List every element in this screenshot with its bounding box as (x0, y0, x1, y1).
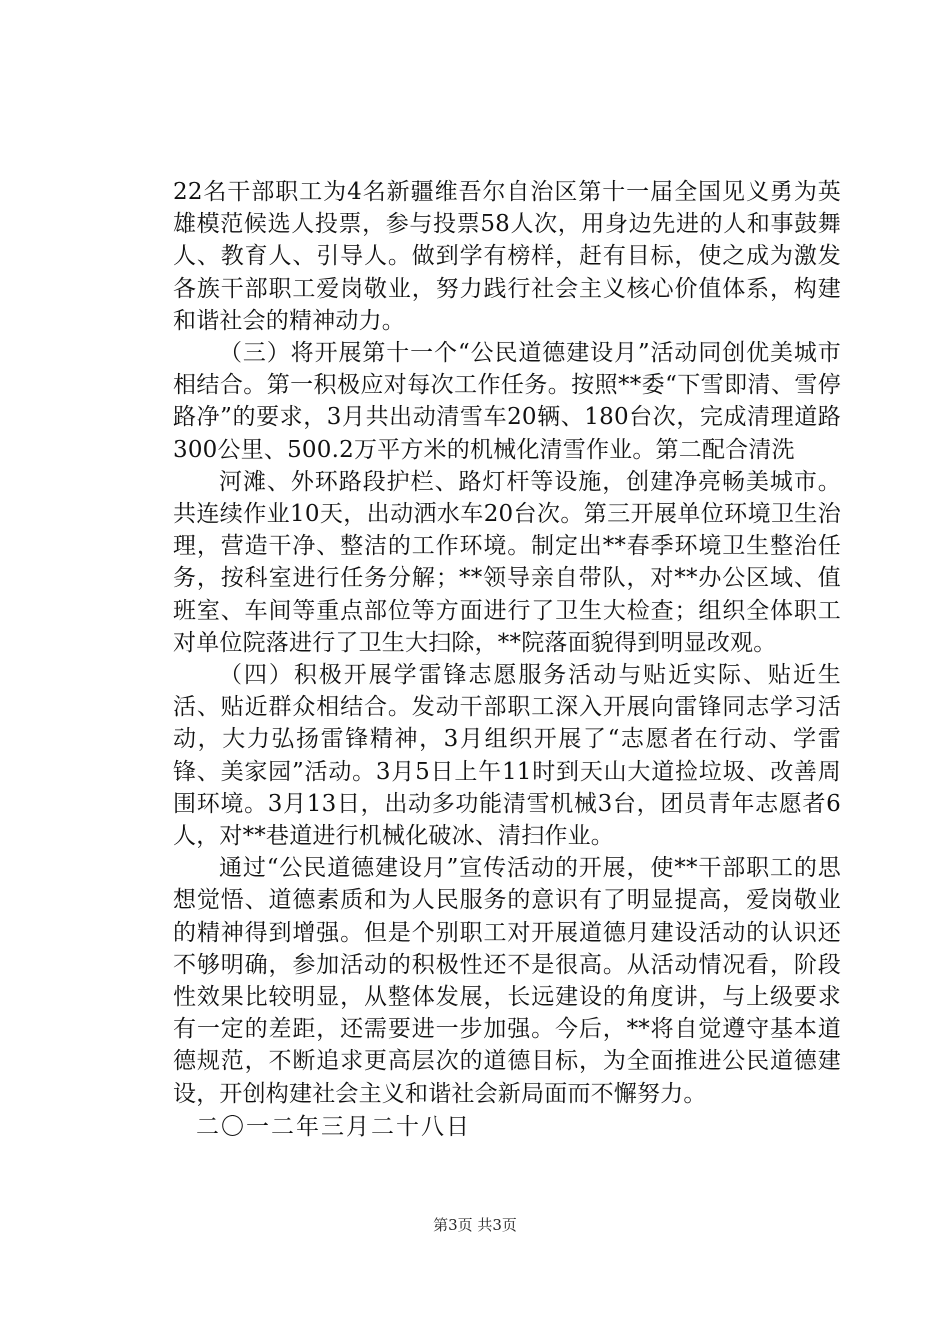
document-date: 二〇一二年三月二十八日 (196, 1113, 471, 1140)
paragraph-section-four: （四）积极开展学雷锋志愿服务活动与贴近实际、贴近生活、贴近群众相结合。发动干部职工深入开展向雷锋同志学习活动，大力弘扬雷锋精神，3月组织开展了“志愿者在行动、学雷锋、美家园”活动。3月5日上午11时到天山大道捡垃圾、改善周围环境。3月13日，出动多功能清雪机械3台，团员青年志愿者6人，对**巷道进行机械化破冰、清扫作业。 (173, 662, 841, 850)
paragraph-section-three-continued: 河滩、外环路段护栏、路灯杆等设施，创建净亮畅美城市。共连续作业10天，出动洒水车20台次。第三开展单位环境卫生治理，营造干净、整洁的工作环境。制定出**春季环境卫生整治任务，按科室进行任务分解；**领导亲自带队，对**办公区域、值班室、车间等重点部位等方面进行了卫生大检查；组织全体职工对单位院落进行了卫生大扫除，**院落面貌得到明显改观。 (173, 468, 841, 656)
paragraph-continuation: 22名干部职工为4名新疆维吾尔自治区第十一届全国见义勇为英雄模范候选人投票，参与投票58人次，用身边先进的人和事鼓舞人、教育人、引导人。做到学有榜样，赶有目标，使之成为激发各族干部职工爱岗敬业，努力践行社会主义核心价值体系，构建和谐社会的精神动力。 (173, 179, 841, 334)
document-body (173, 176, 841, 1144)
paragraph-section-three: （三）将开展第十一个“公民道德建设月”活动同创优美城市相结合。第一积极应对每次工作任务。按照**委“下雪即清、雪停路净”的要求，3月共出动清雪车20辆、180台次，完成清理道路300公里、500.2万平方米的机械化清雪作业。第二配合清洗 (173, 340, 841, 463)
paragraph-summary: 通过“公民道德建设月”宣传活动的开展，使**干部职工的思想觉悟、道德素质和为人民服务的意识有了明显提高，爱岗敬业的精神得到增强。但是个别职工对开展道德月建设活动的认识还不够明确，参加活动的积极性还不是很高。从活动情况看，阶段性效果比较明显，从整体发展，长远建设的角度讲，与上级要求有一定的差距，还需要进一步加强。今后，**将自觉遵守基本道德规范，不断追求更高层次的道德目标，为全面推进公民道德建设，开创构建社会主义和谐社会新局面而不懈努力。 (173, 855, 841, 1107)
page-footer: 第3页 共3页 (433, 1216, 517, 1234)
